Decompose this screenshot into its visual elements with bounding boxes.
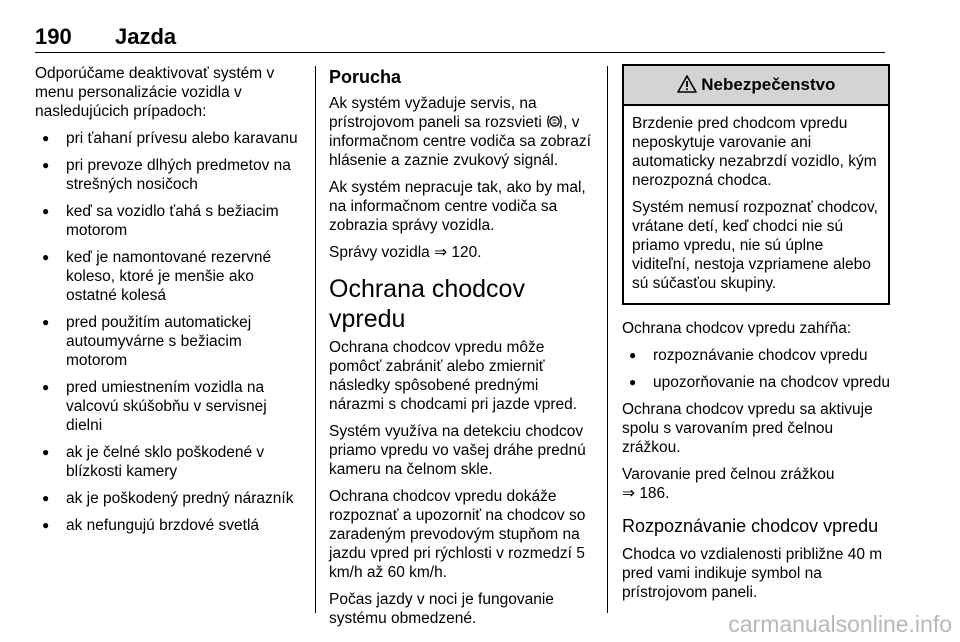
page-ref-icon: ⇒ [434, 244, 448, 261]
danger-title: Nebezpečenstvo [701, 75, 836, 94]
danger-body [624, 106, 888, 303]
danger-header [624, 66, 888, 106]
page-ref-icon: ⇒ [622, 485, 635, 502]
section-paragraph-2: Systém využíva na detekciu chodcov priamo vpredu vo vašej dráhe prednú kameru na čelnom skle. [329, 423, 586, 478]
collision-ref-text: Varovanie pred čelnou zrážkou [622, 466, 835, 483]
column-divider-2 [607, 66, 608, 613]
column-3 [622, 64, 890, 610]
fault-paragraph-3 [329, 243, 597, 262]
section-paragraph-3: Ochrana chodcov vpredu dokáže rozpoznať a upozorniť na chodcov so zaradeným prevodovým stupňom na jazdu vpred pri rýchlosti v rozmedzí 5 km/h až 60 km/h. [329, 488, 586, 581]
includes-intro: Ochrana chodcov vpredu zahŕňa: [622, 320, 852, 337]
section-paragraph-1: Ochrana chodcov vpredu môže pomôcť zabrániť alebo zmierniť následky spôsobené prednými nárazmi s chodcami pri jazde vpred. [329, 339, 578, 413]
list-item: ● keď sa vozidlo ťahá s bežiacim motorom [35, 202, 303, 240]
warning-triangle-icon [677, 75, 697, 93]
list-item: ● pri prevoze dlhých predmetov na strešných nosičoch [35, 156, 303, 194]
section-paragraph-4: Počas jazdy v noci je fungovanie systému obmedzené. [329, 591, 554, 627]
page-number: 190 [35, 24, 72, 49]
fault-text-a: Ak systém vyžaduje servis, na prístrojovom paneli sa rozsvieti [329, 95, 542, 131]
list-item: ● pred použitím automatickej autoumyvárne s bežiacim motorom [35, 313, 303, 370]
watermark: carmanualsonline.info [728, 611, 952, 637]
service-warning-icon [546, 114, 563, 129]
column-2 [329, 64, 597, 636]
activation-paragraph: Ochrana chodcov vpredu sa aktivuje spolu s varovaním pred čelnou zrážkou. [622, 401, 873, 456]
fault-paragraph-2: Ak systém nepracuje tak, ako by mal, na informačnom centre vodiča sa zobrazia správy vozidla. [329, 179, 586, 234]
collision-ref-paragraph [622, 465, 890, 503]
danger-paragraph-2: Systém nemusí rozpoznať chodcov, vrátane detí, keď chodci nie sú priamo vpredu, nie sú úplne viditeľní, nestoja vzpriamene alebo sú súčasťou skupiny. [632, 199, 878, 292]
column-divider-1 [315, 66, 316, 613]
intro-paragraph: Odporúčame deaktivovať systém v menu personalizácie vozidla v nasledujúcich prípadoch: [35, 65, 275, 120]
list-item: ● ak je poškodený predný nárazník [35, 489, 303, 508]
includes-list [622, 346, 890, 392]
column-1 [35, 64, 303, 543]
list-item: ● upozorňovanie na chodcov vpredu [622, 373, 890, 392]
fault-heading: Porucha [329, 67, 402, 87]
list-item: ● ak nefungujú brzdové svetlá [35, 516, 303, 535]
subheading: Rozpoznávanie chodcov vpredu [622, 516, 879, 536]
chapter-title: Jazda [115, 24, 177, 49]
list-item: ● keď je namontované rezervné koleso, ktoré je menšie ako ostatné kolesá [35, 248, 303, 305]
fault-ref-text: Správy vozidla [329, 244, 430, 261]
fault-paragraph-1 [329, 94, 597, 170]
detection-paragraph: Chodca vo vzdialenosti približne 40 m pred vami indikuje symbol na prístrojovom paneli. [622, 546, 883, 601]
fault-ref-page[interactable]: 120. [451, 244, 482, 261]
deactivate-list [35, 129, 303, 535]
fault-text-b: , v informačnom centre vodiča sa zobrazí hlásenie a zaznie zvukový signál. [329, 114, 591, 169]
page-header [35, 22, 885, 53]
list-item: ● rozpoznávanie chodcov vpredu [622, 346, 890, 365]
danger-paragraph-1: Brzdenie pred chodcom vpredu neposkytuje varovanie ani automaticky nezabrzdí vozidlo, kým nerozpozná chodca. [632, 115, 877, 189]
list-item: ● pri ťahaní prívesu alebo karavanu [35, 129, 303, 148]
danger-box [622, 64, 890, 305]
collision-ref-page[interactable]: 186. [639, 485, 670, 502]
list-item: ● ak je čelné sklo poškodené v blízkosti kamery [35, 443, 303, 481]
section-title: Ochrana chodcov vpredu [329, 275, 525, 333]
list-item: ● pred umiestnením vozidla na valcovú skúšobňu v servisnej dielni [35, 378, 303, 435]
